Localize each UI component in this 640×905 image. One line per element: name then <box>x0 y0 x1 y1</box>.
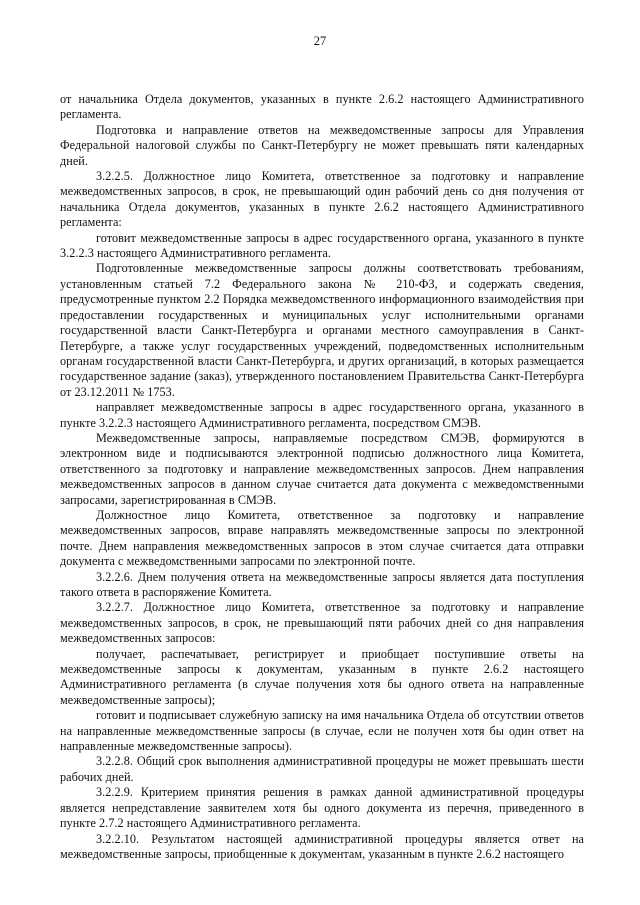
paragraph: готовит межведомственные запросы в адрес государственного органа, указанного в пункте 3.2.2.3 настоящего Административного регламента. <box>60 230 584 261</box>
paragraph-3-2-2-10: 3.2.2.10. Результатом настоящей административной процедуры является ответ на межведомственные запросы, приобщенные к документам, указанным в пункте 2.6.2 настоящего <box>60 831 584 861</box>
paragraph: Должностное лицо Комитета, ответственное за подготовку и направление межведомственных запросов, вправе направлять межведомственные запросы по электронной почте. Днем направления межведомственных запросов в этом случае считается дата отправки документа с межведомственными запросами по электронной почте. <box>60 507 584 569</box>
paragraph: готовит и подписывает служебную записку на имя начальника Отдела об отсутствии ответов на направленные межведомственные запросы (в случае, если не получен хотя бы один ответ на направленные межведомственные запросы). <box>60 708 584 754</box>
paragraph: Подготовленные межведомственные запросы должны соответствовать требованиям, установленным статьей 7.2 Федерального закона № 210-ФЗ, и содержать сведения, предусмотренные пунктом 2.2 Порядка межведомственного информационного взаимодействия при предоставлении государственных и муниципальных услуг исполнительными органами государственной власти Санкт-Петербурга и органами местного самоуправления в Санкт-Петербурге, а также услуг государственных учреждений, подведомственных исполнительным органам государственной власти Санкт-Петербурга, и других организаций, в которых размещается государственное задание (заказ), утвержденного постановлением Правительства Санкт-Петербурга от 23.12.2011 № 1753. <box>60 261 584 399</box>
paragraph-3-2-2-5: 3.2.2.5. Должностное лицо Комитета, ответственное за подготовку и направление межведомственных запросов, в срок, не превышающий один рабочий день со дня получения от начальника Отдела документов, указанных в пункте 2.6.2 настоящего Административного регламента: <box>60 169 584 230</box>
paragraph-continuation: от начальника Отдела документов, указанных в пункте 2.6.2 настоящего Административного регламента. <box>60 92 584 122</box>
paragraph-3-2-2-7: 3.2.2.7. Должностное лицо Комитета, ответственное за подготовку и направление межведомственных запросов, в срок, не превышающий пяти рабочих дней со дня направления межведомственных запросов: <box>60 600 584 646</box>
page-number: 27 <box>313 34 327 48</box>
paragraph: направляет межведомственные запросы в адрес государственного органа, указанного в пункте 3.2.2.3 настоящего Административного регламента, посредством СМЭВ. <box>60 400 584 430</box>
paragraph-3-2-2-8: 3.2.2.8. Общий срок выполнения административной процедуры не может превышать шести рабочих дней. <box>60 754 584 784</box>
paragraph: Подготовка и направление ответов на межведомственные запросы для Управления Федеральной налоговой службы по Санкт-Петербургу не может превышать пяти календарных дней. <box>60 122 584 168</box>
paragraph-3-2-2-9: 3.2.2.9. Критерием принятия решения в рамках данной административной процедуры является непредставление заявителем хотя бы одного документа из перечня, приведенного в пункте 2.7.2 настоящего Административного регламента. <box>60 785 584 831</box>
document-body <box>60 92 584 862</box>
paragraph: Межведомственные запросы, направляемые посредством СМЭВ, формируются в электронном виде и подписываются электронной подписью должностного лица Комитета, ответственного за подготовку и направление межведомственных запросов. Днем направления межведомственных запросов в данном случае считается дата документа с межведомственными запросами, зарегистрированная в СМЭВ. <box>60 430 584 507</box>
paragraph: получает, распечатывает, регистрирует и приобщает поступившие ответы на межведомственные запросы к документам, указанным в пункте 2.6.2 настоящего Административного регламента (в случае получения хотя бы одного ответа на направленные межведомственные запросы); <box>60 646 584 707</box>
paragraph-3-2-2-6: 3.2.2.6. Днем получения ответа на межведомственные запросы является дата поступления такого ответа в распоряжение Комитета. <box>60 569 584 599</box>
